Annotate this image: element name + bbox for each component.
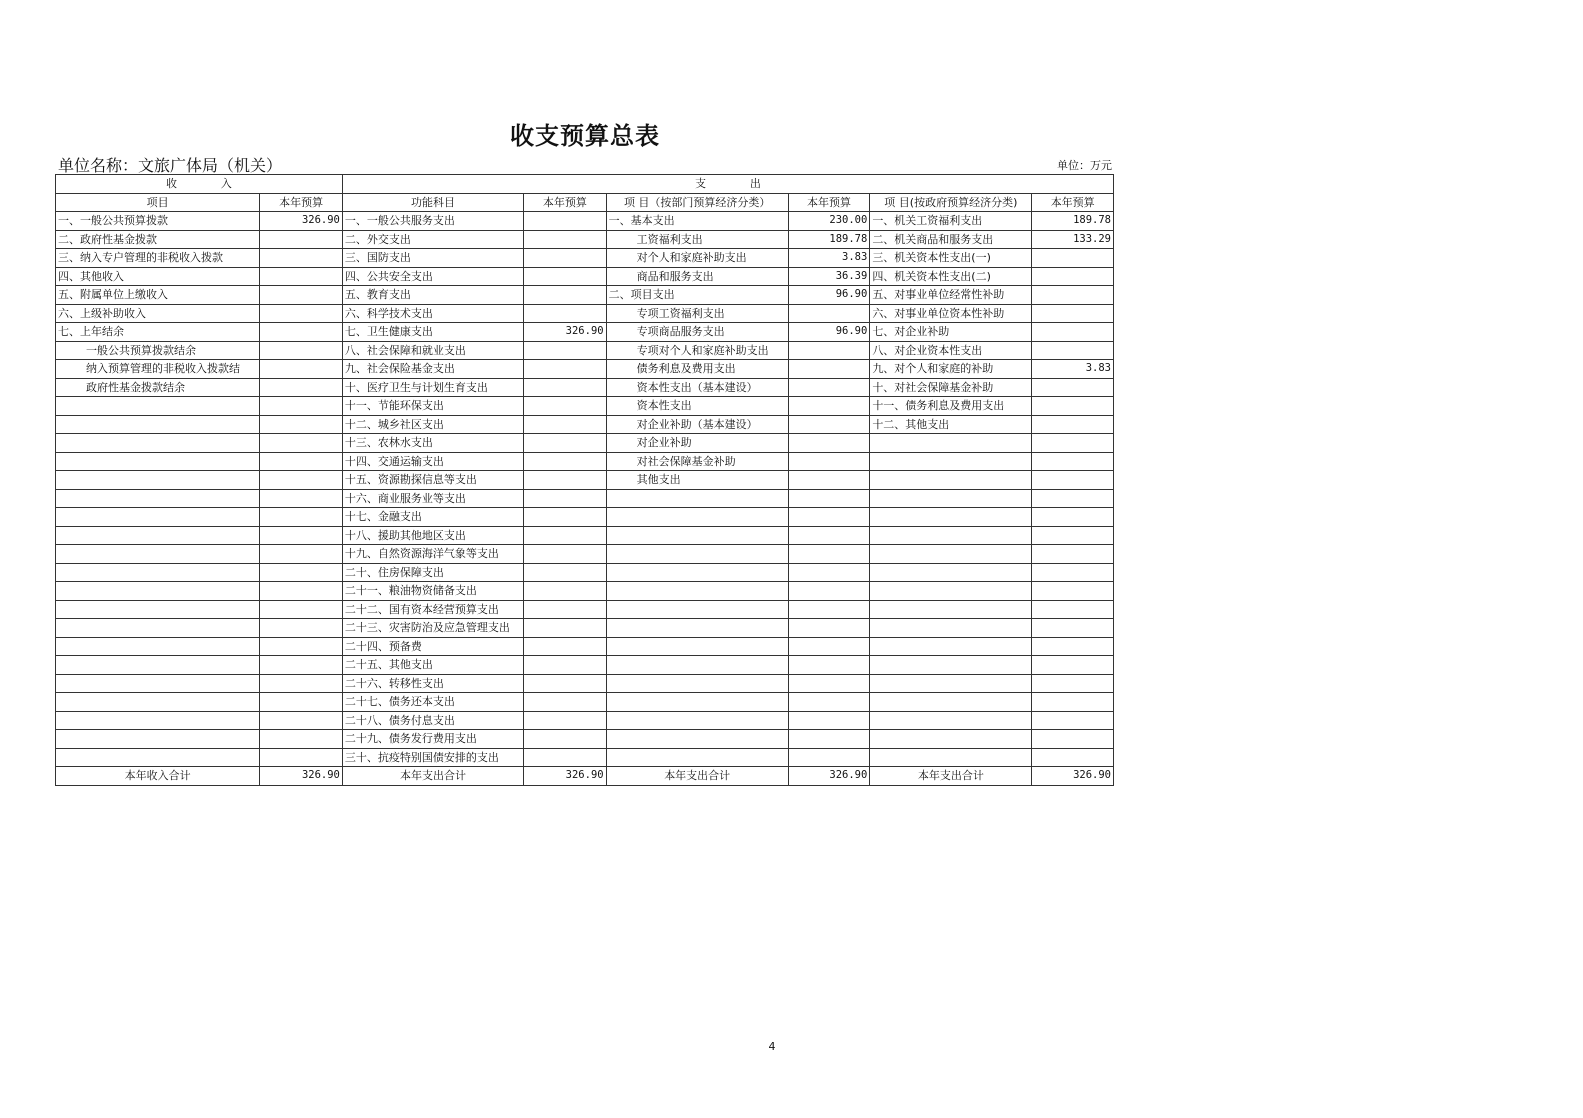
func-item-cell: 二十八、债务付息支出 [342,711,523,730]
income-item-cell: 三、纳入专户管理的非税收入拨款 [56,249,260,268]
gov-budget-cell: 189.78 [1032,212,1114,231]
income-item-cell: 纳入预算管理的非税收入拨款结 [56,360,260,379]
func-budget-cell [524,452,607,471]
col-dept-budget: 本年预算 [788,193,870,212]
budget-table [55,174,1114,786]
income-item-cell: 四、其他收入 [56,267,260,286]
gov-budget-cell [1032,693,1114,712]
page-number: 4 [768,1040,776,1053]
table-row [56,563,1114,582]
income-budget-cell [260,489,343,508]
func-item-cell: 十一、节能环保支出 [342,397,523,416]
income-item-cell [56,415,260,434]
func-budget-cell [524,730,607,749]
gov-budget-cell [1032,304,1114,323]
dept-budget-cell [788,619,870,638]
table-row [56,230,1114,249]
table-row [56,212,1114,231]
income-item-cell: 六、上级补助收入 [56,304,260,323]
gov-item-cell: 十、对社会保障基金补助 [870,378,1032,397]
table-row [56,674,1114,693]
func-budget-cell [524,230,607,249]
gov-item-cell [870,637,1032,656]
income-budget-cell [260,563,343,582]
gov-budget-cell [1032,526,1114,545]
func-budget-cell [524,397,607,416]
income-budget-cell [260,323,343,342]
gov-item-cell [870,693,1032,712]
dept-budget-cell: 189.78 [788,230,870,249]
func-item-cell: 三、国防支出 [342,249,523,268]
dept-budget-cell [788,637,870,656]
income-item-cell: 七、上年结余 [56,323,260,342]
income-budget-cell [260,415,343,434]
func-item-cell: 八、社会保障和就业支出 [342,341,523,360]
column-header-row [56,193,1114,212]
func-item-cell: 二、外交支出 [342,230,523,249]
table-row [56,545,1114,564]
gov-item-cell: 六、对事业单位资本性补助 [870,304,1032,323]
income-item-cell: 政府性基金拨款结余 [56,378,260,397]
func-budget-cell [524,545,607,564]
income-item-cell [56,434,260,453]
gov-budget-cell [1032,748,1114,767]
table-row [56,582,1114,601]
dept-item-cell: 专项商品服务支出 [606,323,788,342]
gov-item-cell [870,674,1032,693]
func-budget-cell [524,212,607,231]
func-budget-cell [524,637,607,656]
gov-budget-cell [1032,397,1114,416]
func-item-cell: 二十九、债务发行费用支出 [342,730,523,749]
income-budget-cell [260,693,343,712]
dept-item-cell: 对企业补助（基本建设） [606,415,788,434]
income-item-cell [56,748,260,767]
gov-budget-cell [1032,471,1114,490]
dept-budget-cell: 3.83 [788,249,870,268]
unit-name: 单位名称：文旅广体局（机关） [58,156,283,175]
gov-total-label: 本年支出合计 [870,767,1032,786]
table-row [56,249,1114,268]
func-item-cell: 十九、自然资源海洋气象等支出 [342,545,523,564]
expense-header: 支 出 [342,175,1113,194]
table-row [56,508,1114,527]
func-budget-cell: 326.90 [524,323,607,342]
gov-budget-cell [1032,656,1114,675]
income-item-cell [56,397,260,416]
gov-budget-cell [1032,619,1114,638]
gov-item-cell [870,508,1032,527]
table-row [56,415,1114,434]
func-item-cell: 二十四、预备费 [342,637,523,656]
gov-budget-cell [1032,489,1114,508]
dept-item-cell: 债务利息及费用支出 [606,360,788,379]
func-budget-cell [524,656,607,675]
gov-item-cell: 十一、债务利息及费用支出 [870,397,1032,416]
gov-budget-cell [1032,286,1114,305]
dept-budget-cell [788,508,870,527]
table-row [56,656,1114,675]
gov-total-value: 326.90 [1032,767,1114,786]
dept-budget-cell [788,582,870,601]
func-total-value: 326.90 [524,767,607,786]
table-body [56,212,1114,767]
dept-item-cell [606,619,788,638]
gov-budget-cell [1032,582,1114,601]
func-item-cell: 三十、抗疫特别国债安排的支出 [342,748,523,767]
gov-budget-cell [1032,267,1114,286]
dept-item-cell: 对个人和家庭补助支出 [606,249,788,268]
table-row [56,619,1114,638]
func-item-cell: 七、卫生健康支出 [342,323,523,342]
income-budget-cell [260,360,343,379]
income-budget-cell [260,249,343,268]
gov-budget-cell [1032,341,1114,360]
gov-budget-cell [1032,563,1114,582]
table-row [56,748,1114,767]
func-budget-cell [524,415,607,434]
income-total-value: 326.90 [260,767,343,786]
gov-item-cell: 三、机关资本性支出(一) [870,249,1032,268]
dept-item-cell: 一、基本支出 [606,212,788,231]
gov-budget-cell [1032,637,1114,656]
income-total-label: 本年收入合计 [56,767,260,786]
func-item-cell: 九、社会保险基金支出 [342,360,523,379]
dept-budget-cell: 36.39 [788,267,870,286]
dept-budget-cell [788,748,870,767]
dept-item-cell: 资本性支出 [606,397,788,416]
income-item-cell [56,730,260,749]
dept-budget-cell: 96.90 [788,323,870,342]
func-item-cell: 一、一般公共服务支出 [342,212,523,231]
income-budget-cell [260,600,343,619]
func-item-cell: 五、教育支出 [342,286,523,305]
func-item-cell: 十七、金融支出 [342,508,523,527]
func-budget-cell [524,360,607,379]
func-budget-cell [524,378,607,397]
dept-budget-cell [788,600,870,619]
dept-budget-cell [788,341,870,360]
dept-item-cell [606,730,788,749]
dept-budget-cell [788,397,870,416]
income-budget-cell [260,452,343,471]
income-budget-cell [260,619,343,638]
table-row [56,637,1114,656]
dept-budget-cell [788,545,870,564]
gov-item-cell: 八、对企业资本性支出 [870,341,1032,360]
income-budget-cell [260,711,343,730]
dept-budget-cell: 96.90 [788,286,870,305]
dept-item-cell [606,656,788,675]
income-item-cell [56,600,260,619]
func-item-cell: 十四、交通运输支出 [342,452,523,471]
func-budget-cell [524,693,607,712]
income-budget-cell: 326.90 [260,212,343,231]
gov-item-cell [870,582,1032,601]
income-item-cell [56,619,260,638]
table-row [56,489,1114,508]
dept-item-cell [606,748,788,767]
totals-row [56,767,1114,786]
func-item-cell: 二十五、其他支出 [342,656,523,675]
dept-budget-cell [788,489,870,508]
func-budget-cell [524,600,607,619]
income-budget-cell [260,582,343,601]
gov-item-cell [870,471,1032,490]
func-item-cell: 十五、资源勘探信息等支出 [342,471,523,490]
gov-item-cell [870,619,1032,638]
gov-item-cell [870,526,1032,545]
func-budget-cell [524,563,607,582]
income-budget-cell [260,471,343,490]
income-header: 收 入 [56,175,343,194]
func-item-cell: 六、科学技术支出 [342,304,523,323]
income-budget-cell [260,526,343,545]
dept-item-cell: 专项对个人和家庭补助支出 [606,341,788,360]
dept-item-cell: 资本性支出（基本建设） [606,378,788,397]
table-row [56,286,1114,305]
func-budget-cell [524,711,607,730]
dept-item-cell [606,545,788,564]
func-item-cell: 二十六、转移性支出 [342,674,523,693]
func-budget-cell [524,267,607,286]
gov-budget-cell [1032,249,1114,268]
gov-item-cell [870,600,1032,619]
table-row [56,304,1114,323]
dept-item-cell: 商品和服务支出 [606,267,788,286]
income-budget-cell [260,267,343,286]
func-budget-cell [524,286,607,305]
func-budget-cell [524,489,607,508]
gov-item-cell: 七、对企业补助 [870,323,1032,342]
dept-item-cell [606,693,788,712]
dept-item-cell [606,508,788,527]
func-item-cell: 二十二、国有资本经营预算支出 [342,600,523,619]
col-func-budget: 本年预算 [524,193,607,212]
dept-item-cell [606,526,788,545]
gov-item-cell [870,489,1032,508]
dept-item-cell: 对企业补助 [606,434,788,453]
func-budget-cell [524,748,607,767]
func-item-cell: 二十、住房保障支出 [342,563,523,582]
dept-item-cell [606,674,788,693]
table-row [56,267,1114,286]
dept-budget-cell [788,656,870,675]
income-budget-cell [260,508,343,527]
dept-total-label: 本年支出合计 [606,767,788,786]
dept-item-cell [606,637,788,656]
table-row [56,397,1114,416]
func-budget-cell [524,508,607,527]
dept-total-value: 326.90 [788,767,870,786]
income-item-cell: 二、政府性基金拨款 [56,230,260,249]
gov-item-cell: 九、对个人和家庭的补助 [870,360,1032,379]
dept-item-cell [606,563,788,582]
gov-budget-cell [1032,730,1114,749]
col-func-item: 功能科目 [342,193,523,212]
income-budget-cell [260,286,343,305]
gov-item-cell [870,545,1032,564]
col-income-budget: 本年预算 [260,193,343,212]
income-budget-cell [260,397,343,416]
dept-budget-cell [788,674,870,693]
dept-budget-cell [788,471,870,490]
table-row [56,378,1114,397]
gov-item-cell: 十二、其他支出 [870,415,1032,434]
gov-budget-cell [1032,323,1114,342]
func-item-cell: 四、公共安全支出 [342,267,523,286]
section-header-row [56,175,1114,194]
table-row [56,711,1114,730]
dept-item-cell: 其他支出 [606,471,788,490]
income-budget-cell [260,748,343,767]
func-item-cell: 二十一、粮油物资储备支出 [342,582,523,601]
func-budget-cell [524,341,607,360]
func-budget-cell [524,434,607,453]
dept-item-cell [606,582,788,601]
income-budget-cell [260,304,343,323]
dept-budget-cell [788,693,870,712]
gov-item-cell [870,452,1032,471]
page-title: 收支预算总表 [510,122,660,150]
income-budget-cell [260,378,343,397]
income-item-cell [56,452,260,471]
table-row [56,693,1114,712]
func-budget-cell [524,619,607,638]
table-row [56,600,1114,619]
income-item-cell: 一般公共预算拨款结余 [56,341,260,360]
income-item-cell [56,674,260,693]
table-row [56,434,1114,453]
income-budget-cell [260,637,343,656]
dept-item-cell: 专项工资福利支出 [606,304,788,323]
income-item-cell [56,489,260,508]
func-budget-cell [524,674,607,693]
table-row [56,341,1114,360]
income-item-cell [56,545,260,564]
dept-budget-cell [788,415,870,434]
unit-label: 单位：万元 [1057,159,1112,172]
dept-item-cell: 二、项目支出 [606,286,788,305]
income-item-cell [56,711,260,730]
income-budget-cell [260,656,343,675]
gov-item-cell: 一、机关工资福利支出 [870,212,1032,231]
income-budget-cell [260,730,343,749]
gov-budget-cell [1032,434,1114,453]
income-item-cell [56,526,260,545]
table-row [56,452,1114,471]
func-budget-cell [524,582,607,601]
dept-budget-cell [788,730,870,749]
dept-budget-cell [788,304,870,323]
income-budget-cell [260,341,343,360]
dept-item-cell [606,600,788,619]
income-item-cell [56,471,260,490]
gov-budget-cell [1032,711,1114,730]
dept-budget-cell [788,563,870,582]
func-budget-cell [524,304,607,323]
func-budget-cell [524,471,607,490]
func-item-cell: 十八、援助其他地区支出 [342,526,523,545]
income-item-cell [56,508,260,527]
dept-budget-cell [788,378,870,397]
dept-item-cell: 对社会保障基金补助 [606,452,788,471]
func-item-cell: 十、医疗卫生与计划生育支出 [342,378,523,397]
col-gov-item: 项 目(按政府预算经济分类) [870,193,1032,212]
table-row [56,526,1114,545]
dept-budget-cell: 230.00 [788,212,870,231]
dept-item-cell [606,489,788,508]
gov-item-cell: 二、机关商品和服务支出 [870,230,1032,249]
income-item-cell [56,563,260,582]
func-item-cell: 十六、商业服务业等支出 [342,489,523,508]
col-income-item: 项目 [56,193,260,212]
income-item-cell [56,693,260,712]
income-item-cell [56,637,260,656]
income-item-cell [56,582,260,601]
gov-item-cell: 五、对事业单位经常性补助 [870,286,1032,305]
dept-budget-cell [788,452,870,471]
gov-budget-cell [1032,545,1114,564]
col-dept-item: 项 目（按部门预算经济分类） [606,193,788,212]
gov-item-cell [870,563,1032,582]
income-item-cell [56,656,260,675]
func-item-cell: 二十三、灾害防治及应急管理支出 [342,619,523,638]
dept-item-cell [606,711,788,730]
gov-item-cell [870,711,1032,730]
func-item-cell: 二十七、债务还本支出 [342,693,523,712]
table-row [56,730,1114,749]
func-budget-cell [524,526,607,545]
gov-budget-cell [1032,415,1114,434]
income-budget-cell [260,434,343,453]
col-gov-budget: 本年预算 [1032,193,1114,212]
table-row [56,471,1114,490]
gov-item-cell [870,730,1032,749]
income-item-cell: 五、附属单位上缴收入 [56,286,260,305]
table-row [56,360,1114,379]
func-item-cell: 十二、城乡社区支出 [342,415,523,434]
gov-budget-cell: 133.29 [1032,230,1114,249]
dept-budget-cell [788,434,870,453]
gov-budget-cell [1032,600,1114,619]
table-row [56,323,1114,342]
gov-item-cell [870,434,1032,453]
func-item-cell: 十三、农林水支出 [342,434,523,453]
func-budget-cell [524,249,607,268]
dept-budget-cell [788,360,870,379]
func-total-label: 本年支出合计 [342,767,523,786]
gov-budget-cell [1032,508,1114,527]
gov-budget-cell [1032,674,1114,693]
income-budget-cell [260,674,343,693]
gov-item-cell: 四、机关资本性支出(二) [870,267,1032,286]
income-budget-cell [260,230,343,249]
gov-item-cell [870,748,1032,767]
gov-budget-cell [1032,452,1114,471]
gov-budget-cell [1032,378,1114,397]
income-item-cell: 一、一般公共预算拨款 [56,212,260,231]
dept-budget-cell [788,526,870,545]
gov-budget-cell: 3.83 [1032,360,1114,379]
dept-item-cell: 工资福利支出 [606,230,788,249]
income-budget-cell [260,545,343,564]
gov-item-cell [870,656,1032,675]
dept-budget-cell [788,711,870,730]
